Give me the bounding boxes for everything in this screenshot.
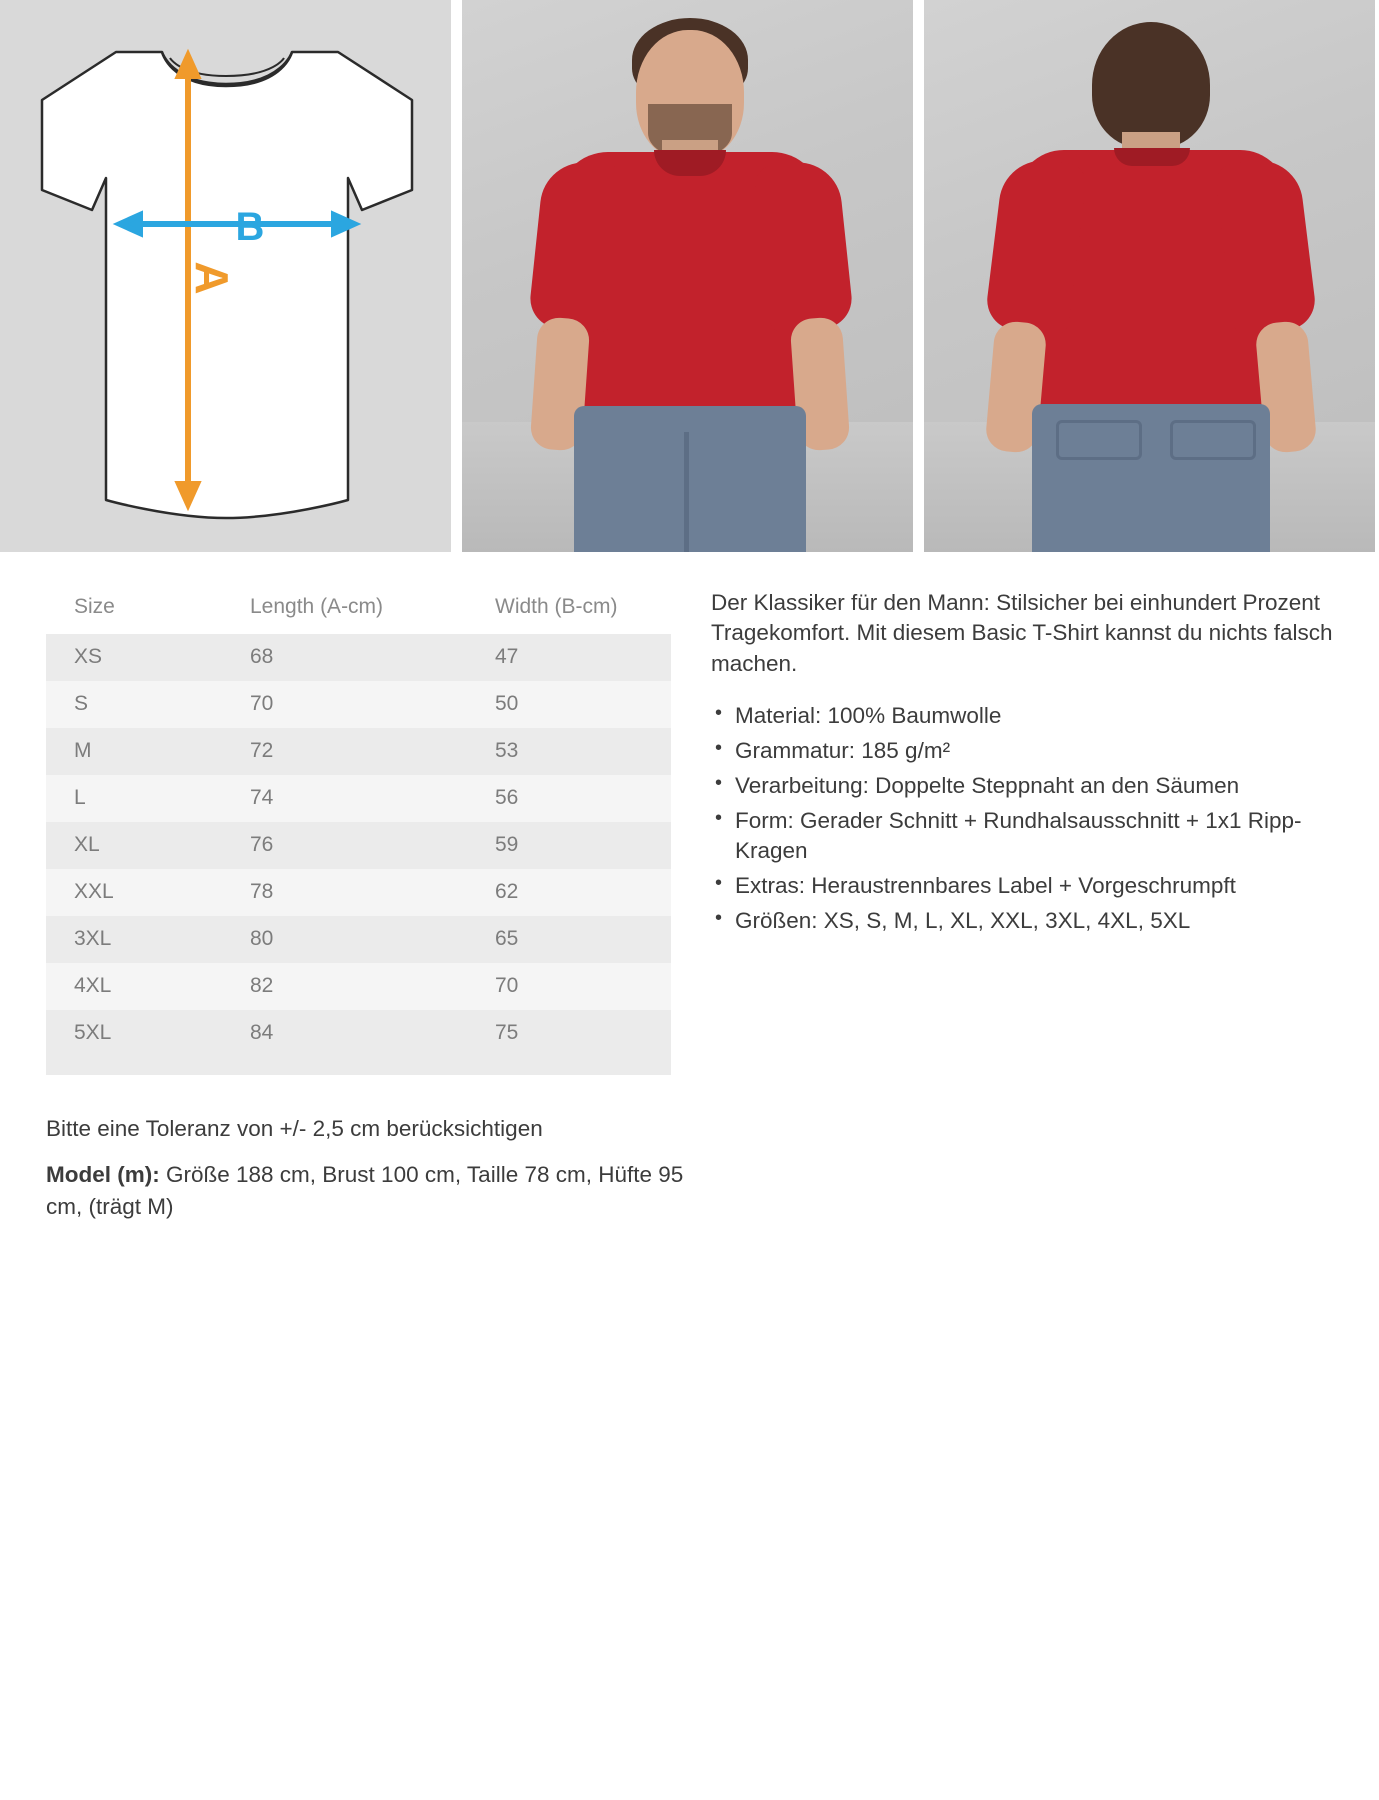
- cell-width: 70: [495, 974, 519, 997]
- product-image-gallery: [0, 0, 1379, 552]
- column-header-size: Size: [74, 595, 115, 618]
- table-row: [46, 634, 671, 681]
- column-header-length: Length (A-cm): [250, 595, 384, 618]
- table-row: [46, 963, 671, 1010]
- cell-width: 47: [495, 645, 519, 668]
- cell-size: 4XL: [74, 974, 112, 997]
- shirt-sleeve-left: [527, 158, 628, 334]
- model-note: [46, 1159, 686, 1223]
- table-row: [46, 916, 671, 963]
- cell-length: 84: [250, 1021, 274, 1044]
- size-chart-table: [46, 582, 671, 1057]
- shirt-sleeve-right: [753, 158, 854, 334]
- product-description: Der Klassiker für den Mann: Stilsicher bei einhundert Prozent Tragekomfort. Mit diesem Basic T-Shirt kannst du nichts falsch machen.: [711, 590, 1333, 676]
- cell-size: M: [74, 739, 92, 762]
- cell-width: 53: [495, 739, 519, 762]
- product-feature-list: [711, 701, 1333, 935]
- cell-width: 56: [495, 786, 519, 809]
- diagram-label-b: B: [235, 205, 265, 249]
- cell-size: 3XL: [74, 927, 112, 950]
- cell-length: 72: [250, 739, 274, 762]
- jeans-seam: [684, 432, 689, 552]
- cell-length: 82: [250, 974, 274, 997]
- jeans-pocket-left: [1056, 420, 1142, 460]
- jeans: [574, 406, 806, 552]
- cell-length: 70: [250, 692, 274, 715]
- model-front-photo[interactable]: [462, 0, 913, 552]
- feature-item: • Verarbeitung: Doppelte Steppnaht an den Säumen: [711, 771, 1333, 801]
- cell-size: XS: [74, 645, 103, 668]
- cell-length: 74: [250, 786, 274, 809]
- cell-size: 5XL: [74, 1021, 112, 1044]
- shirt-collar-back: [1114, 148, 1190, 166]
- table-row: [46, 775, 671, 822]
- column-header-width: Width (B-cm): [495, 595, 618, 618]
- cell-length: 80: [250, 927, 274, 950]
- cell-size: S: [74, 692, 89, 715]
- cell-width: 75: [495, 1021, 519, 1044]
- cell-length: 78: [250, 880, 274, 903]
- cell-length: 68: [250, 645, 274, 668]
- model-label: Model (m):: [46, 1161, 160, 1187]
- feature-item: • Material: 100% Baumwolle: [711, 701, 1333, 731]
- feature-item: • Form: Gerader Schnitt + Rundhalsausschnitt + 1x1 Ripp-Kragen: [711, 806, 1333, 866]
- jeans-pocket-right: [1170, 420, 1256, 460]
- cell-size: XL: [74, 833, 100, 856]
- table-header-row: [46, 582, 671, 634]
- feature-item: • Grammatur: 185 g/m²: [711, 736, 1333, 766]
- cell-size: XXL: [74, 880, 114, 903]
- cell-size: L: [74, 786, 86, 809]
- cell-width: 59: [495, 833, 519, 856]
- tolerance-note: Bitte eine Toleranz von +/- 2,5 cm berücksichtigen: [46, 1116, 543, 1141]
- feature-item: • Extras: Heraustrennbares Label + Vorgeschrumpft: [711, 871, 1333, 901]
- cell-width: 65: [495, 927, 519, 950]
- table-row: [46, 869, 671, 916]
- model-measurements: Größe 188 cm, Brust 100 cm, Taille 78 cm, Hüfte 95 cm, (trägt M): [46, 1161, 684, 1219]
- cell-width: 50: [495, 692, 519, 715]
- feature-item: • Größen: XS, S, M, L, XL, XXL, 3XL, 4XL, 5XL: [711, 906, 1333, 936]
- hair-shape-back: [1092, 22, 1210, 148]
- table-row: [46, 822, 671, 869]
- table-footer-strip: [46, 1057, 671, 1075]
- cell-width: 62: [495, 880, 519, 903]
- diagram-label-a: A: [186, 261, 238, 295]
- table-row: [46, 681, 671, 728]
- model-back-photo[interactable]: [924, 0, 1375, 552]
- size-diagram-image[interactable]: [0, 0, 451, 552]
- table-row: [46, 1010, 671, 1057]
- footnotes: [0, 1075, 732, 1223]
- cell-length: 76: [250, 833, 274, 856]
- table-row: [46, 728, 671, 775]
